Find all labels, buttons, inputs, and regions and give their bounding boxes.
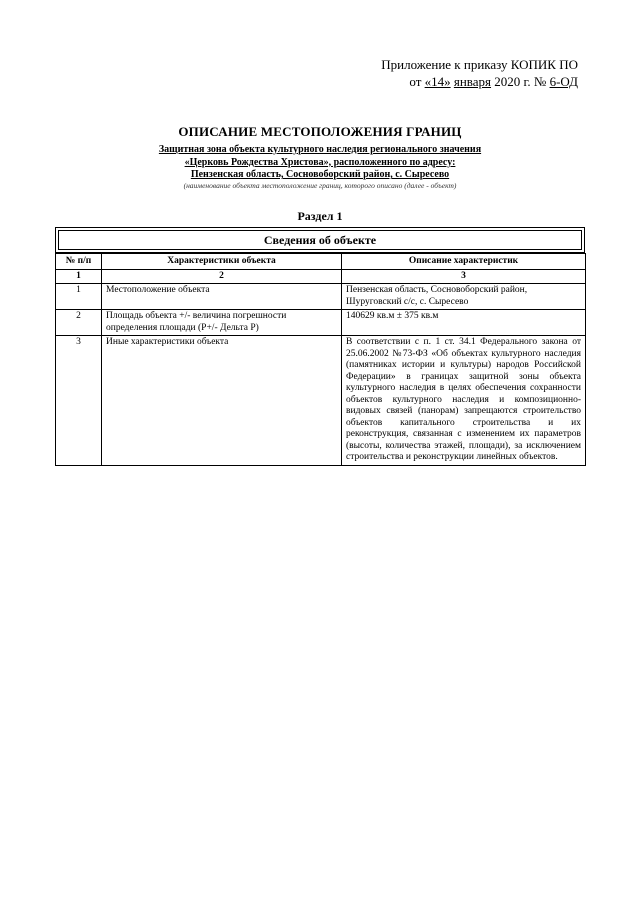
header-cell-characteristic: Характеристики объекта: [102, 254, 342, 270]
object-info-box: [55, 227, 585, 253]
header-cell-description: Описание характеристик: [342, 254, 586, 270]
subtitle-line: «Церковь Рождества Христова», расположенного по адресу:: [184, 156, 456, 168]
object-info-title: Сведения об объекте: [58, 230, 582, 250]
characteristics-table: [55, 253, 586, 466]
row-description: В соответствии с п. 1 ст. 34.1 Федерального закона от 25.06.2002 №73-ФЗ «Об объектах культурного наследия (памятниках истории и культуры) народов Российской Федерации» в границах защитной зоны объекта культурного наследия в целях обеспечения сохранности объектов культурного наследия и композиционно-видовых связей (панорам) запрещаются строительство объектов капитального строительства и их реконструкция, связанная с изменением их параметров (высоты, количества этажей, площади), за исключением строительства и реконструкции линейных объектов.: [342, 336, 586, 466]
appendix-date-line: [318, 73, 578, 90]
row-number: 2: [56, 310, 102, 336]
row-characteristic: Площадь объекта +/- величина погрешности определения площади (Р+/- Дельта Р): [102, 310, 342, 336]
row-characteristic: Иные характеристики объекта: [102, 336, 342, 466]
row-number: 3: [56, 336, 102, 466]
table-row: [56, 310, 586, 336]
subtitle-note: (наименование объекта местоположение границ, которого описано (далее - объект): [183, 181, 457, 190]
appendix-number: 6-ОД: [549, 74, 578, 89]
header-cell-number: № п/п: [56, 254, 102, 270]
document-title: ОПИСАНИЕ МЕСТОПОЛОЖЕНИЯ ГРАНИЦ: [178, 124, 462, 139]
appendix-year: 2020 г. №: [494, 74, 547, 89]
column-number: 2: [102, 269, 342, 284]
table-row: [56, 284, 586, 310]
row-number: 1: [56, 284, 102, 310]
section-heading: Раздел 1: [297, 209, 343, 223]
row-characteristic: Местоположение объекта: [102, 284, 342, 310]
table-row: [56, 336, 586, 466]
column-number: 1: [56, 269, 102, 284]
row-description: 140629 кв.м ± 375 кв.м: [342, 310, 586, 336]
subtitle-line: Пензенская область, Сосновоборский район, с. Сыресево: [190, 169, 450, 180]
row-description: Пензенская область, Сосновоборский район, Шуруговский с/с, с. Сыресево: [342, 284, 586, 310]
object-subtitle: [0, 144, 640, 182]
table-header-row: [56, 254, 586, 270]
subtitle-line: Защитная зона объекта культурного наследия регионального значения: [158, 144, 482, 155]
appendix-line: Приложение к приказу КОПИК ПО: [381, 57, 578, 72]
appendix-header: [318, 56, 578, 90]
appendix-day: «14»: [424, 74, 451, 89]
column-number-row: [56, 269, 586, 284]
column-number: 3: [342, 269, 586, 284]
appendix-prefix: от: [409, 74, 422, 89]
appendix-month: января: [453, 74, 492, 89]
